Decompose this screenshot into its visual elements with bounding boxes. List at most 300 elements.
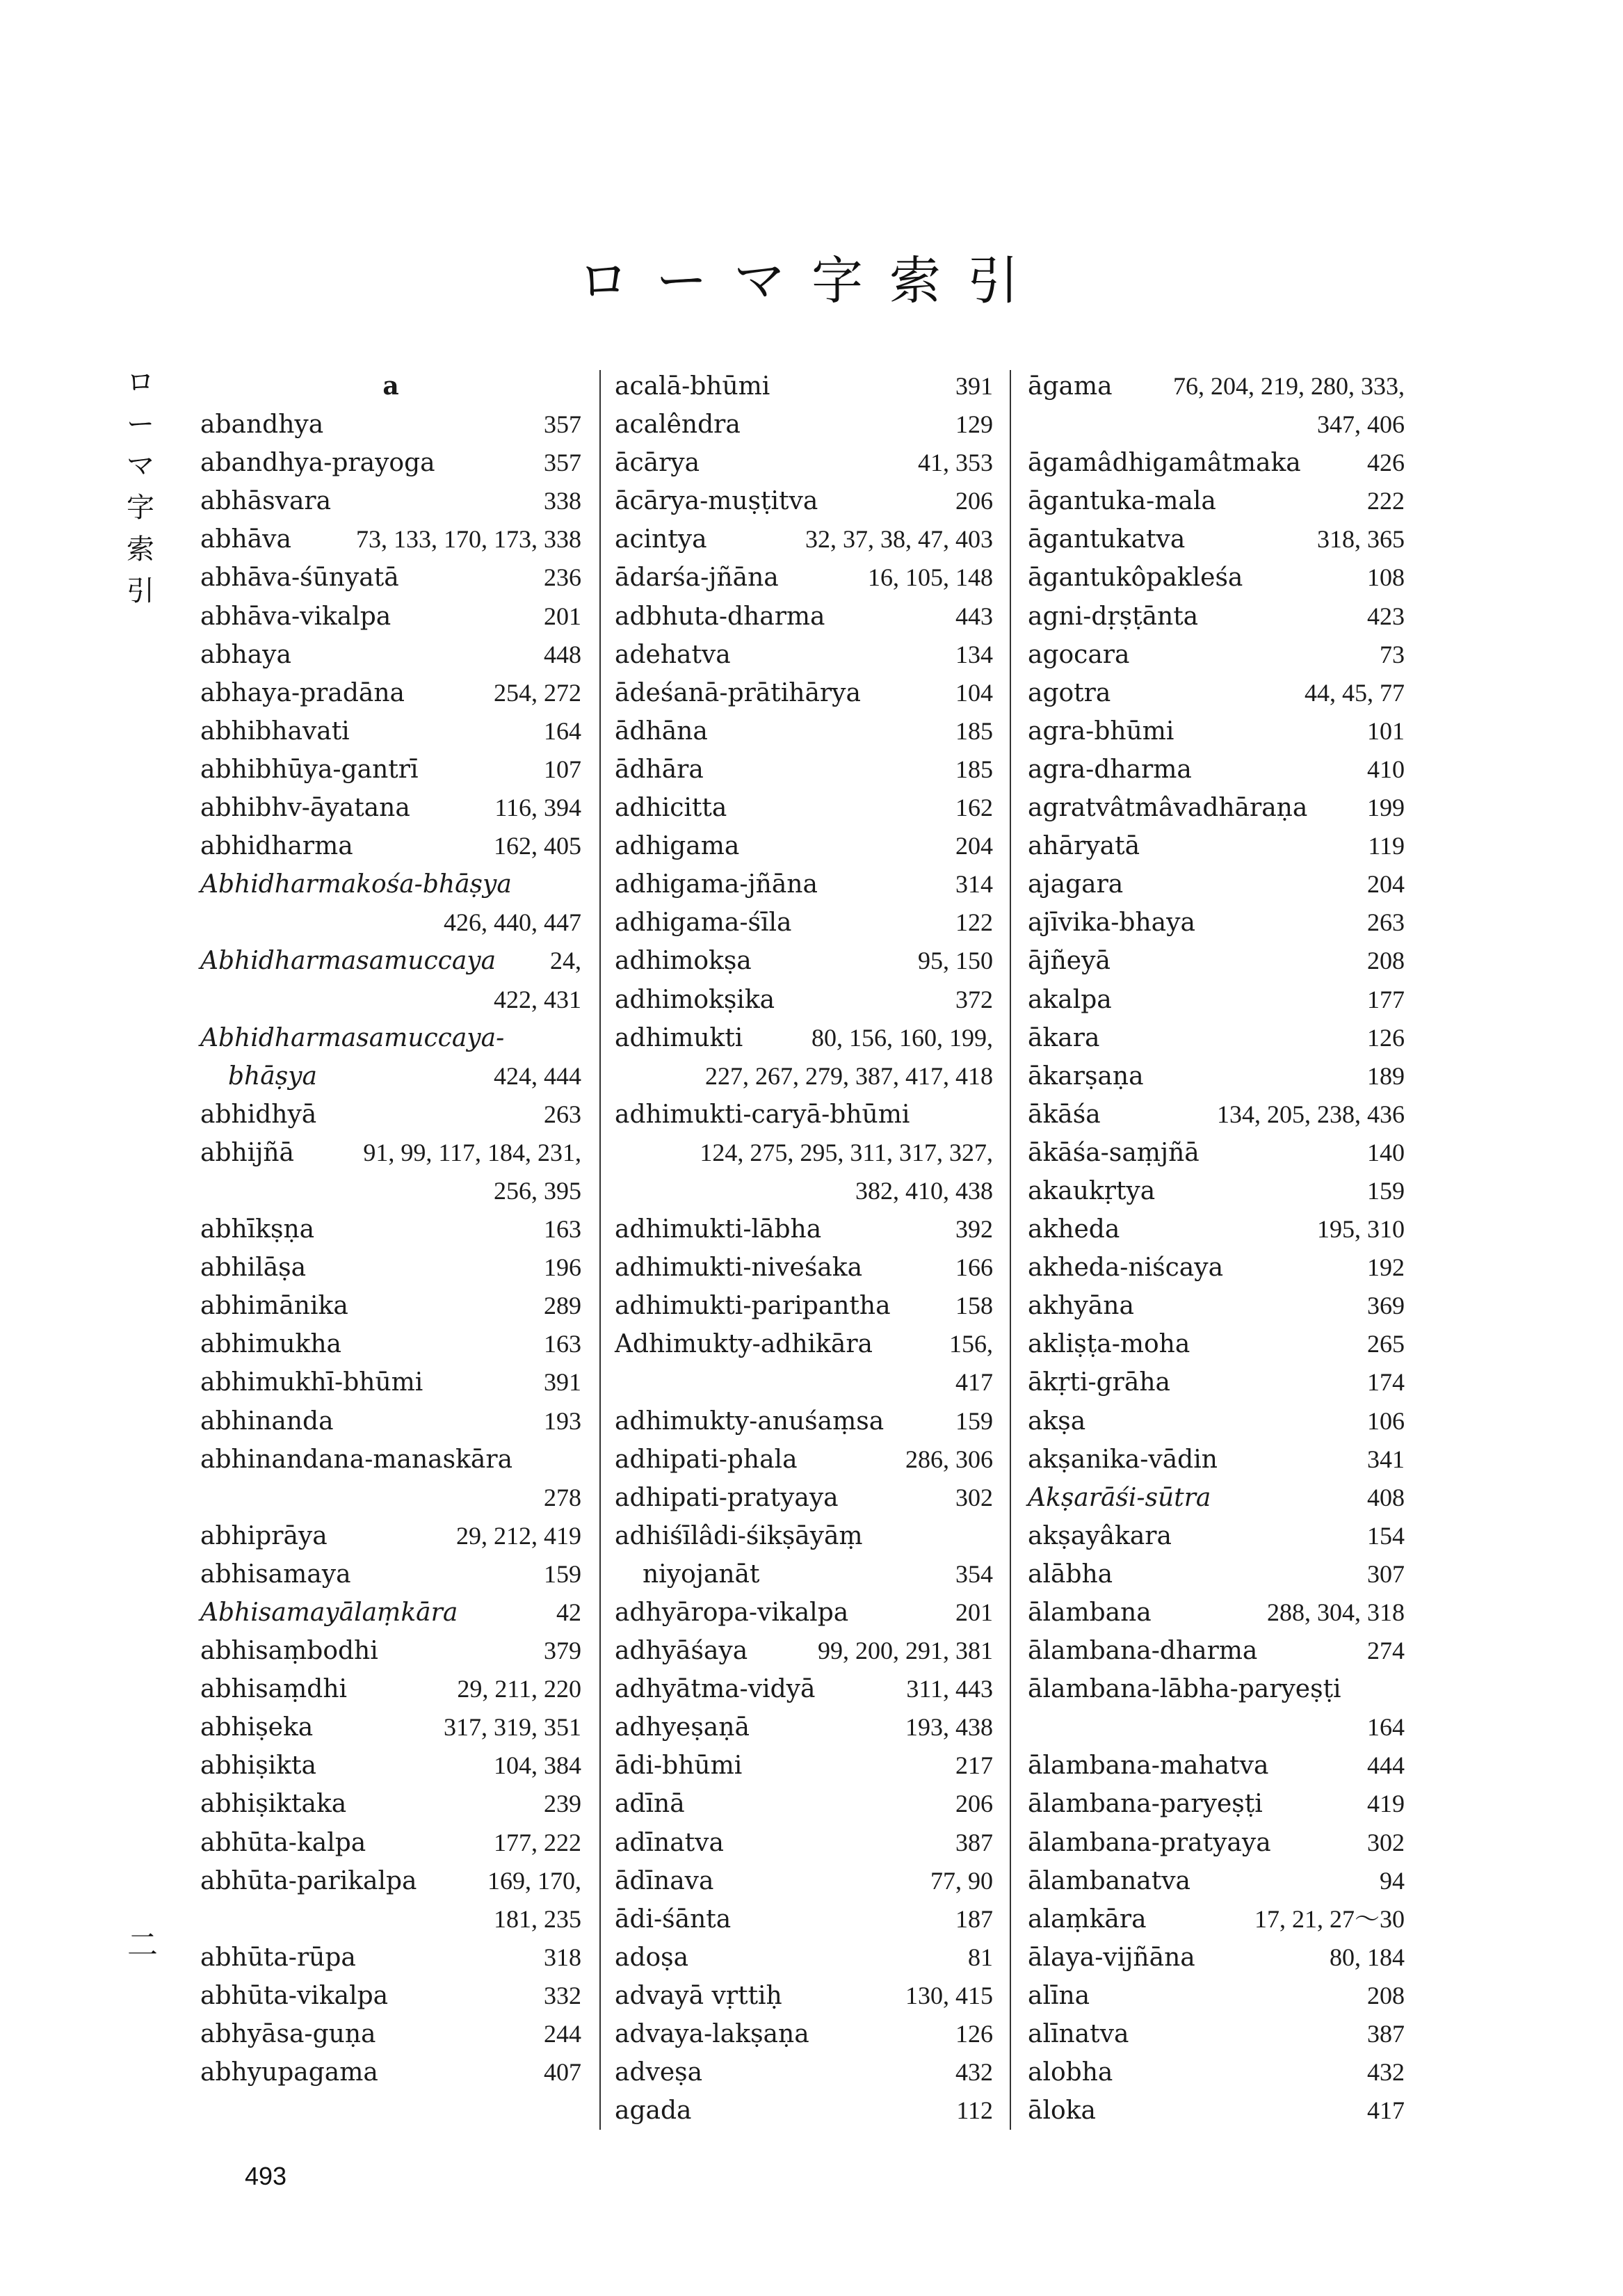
index-pages: 338 — [544, 487, 581, 515]
index-pages: 94 — [1380, 1866, 1405, 1895]
index-term: akṣanika-vādin — [1028, 1445, 1218, 1474]
index-pages-continued: 422, 431 — [494, 985, 581, 1013]
index-pages: 119 — [1368, 832, 1405, 860]
index-entry — [200, 1824, 581, 1862]
index-entry-row — [1028, 1670, 1405, 1708]
index-entry-row — [200, 406, 581, 444]
index-entry-row — [1028, 1938, 1405, 1977]
index-entry — [1028, 1977, 1405, 2015]
index-pages: 263 — [1367, 908, 1405, 937]
index-entry — [1028, 559, 1405, 597]
index-pages: 332 — [544, 1981, 581, 2009]
section-heading: a — [382, 371, 399, 401]
index-pages: 379 — [544, 1637, 581, 1665]
index-entry-row — [200, 674, 581, 712]
index-entry — [1028, 444, 1405, 482]
index-term: abhinanda — [200, 1406, 334, 1436]
index-entry — [1028, 520, 1405, 559]
index-entry-row — [200, 1747, 581, 1785]
index-entry — [1028, 1900, 1405, 1938]
index-term: akaukṛtya — [1028, 1176, 1156, 1205]
index-entry — [1028, 1057, 1405, 1095]
index-pages: 417 — [1367, 2096, 1405, 2125]
index-term: abhidharma — [200, 832, 353, 861]
index-entry-row — [1028, 1287, 1405, 1325]
index-entry — [1028, 1287, 1405, 1325]
index-pages: 73, 133, 170, 173, 338 — [356, 525, 581, 554]
index-entry — [200, 1938, 581, 1977]
index-column-2 — [615, 367, 993, 2130]
index-entry-row — [200, 1363, 581, 1402]
index-term: abhāva-śūnyatā — [200, 563, 399, 593]
index-term: abhimukhī-bhūmi — [200, 1368, 423, 1397]
index-pages: 177 — [1367, 985, 1405, 1013]
index-pages: 80, 156, 160, 199, — [812, 1023, 993, 1052]
index-entry-row — [200, 597, 581, 636]
index-pages: 130, 415 — [905, 1981, 993, 2009]
index-entry-row — [615, 1747, 993, 1785]
index-entry — [200, 865, 581, 942]
index-term: abhibhavati — [200, 716, 350, 746]
index-entry — [1028, 482, 1405, 520]
index-entry — [615, 865, 993, 904]
index-term: akhyāna — [1028, 1292, 1134, 1321]
index-entry-row — [1028, 1402, 1405, 1440]
index-entry-row — [200, 1287, 581, 1325]
index-pages: 164 — [544, 716, 581, 745]
index-pages: 163 — [544, 1215, 581, 1244]
index-entry — [615, 636, 993, 674]
index-term: abhiṣiktaka — [200, 1790, 347, 1819]
index-entry-row — [615, 1555, 993, 1593]
index-entry-row — [615, 904, 993, 942]
index-entry-row — [200, 482, 581, 520]
index-term: āgantukatva — [1028, 525, 1186, 554]
index-entry — [615, 1670, 993, 1708]
index-entry-row — [1028, 367, 1405, 406]
index-entry — [1028, 1402, 1405, 1440]
index-term: ākara — [1028, 1023, 1100, 1052]
index-entry — [1028, 1632, 1405, 1670]
index-term: adveṣa — [615, 2058, 703, 2087]
index-entry-row — [1028, 750, 1405, 789]
index-entry — [615, 559, 993, 597]
index-entry-row — [1028, 444, 1405, 482]
index-entry-row — [615, 1479, 993, 1517]
index-entry — [615, 1708, 993, 1747]
index-entry — [1028, 1249, 1405, 1287]
index-entry-row — [615, 1824, 993, 1862]
index-pages: 91, 99, 117, 184, 231, — [363, 1138, 581, 1166]
index-entry — [200, 827, 581, 865]
index-pages: 140 — [1367, 1138, 1405, 1166]
index-entry — [1028, 1593, 1405, 1632]
index-entry — [1028, 1555, 1405, 1593]
index-entry-row — [615, 1249, 993, 1287]
index-pages: 154 — [1367, 1521, 1405, 1550]
index-entry-row — [200, 1824, 581, 1862]
index-term: agratvâtmâvadhāraṇa — [1028, 794, 1308, 823]
index-term: adīnatva — [615, 1828, 724, 1857]
index-term: ādarśa-jñāna — [615, 563, 779, 593]
index-entry-row — [1028, 981, 1405, 1019]
index-entry-row — [200, 2053, 581, 2092]
index-entry-row — [615, 750, 993, 789]
index-pages-continued: 227, 267, 279, 387, 417, 418 — [705, 1061, 993, 1090]
index-pages: 107 — [544, 755, 581, 783]
index-pages: 286, 306 — [905, 1445, 993, 1473]
index-entry-row — [1028, 2015, 1405, 2053]
index-entry — [1028, 674, 1405, 712]
index-entry — [615, 981, 993, 1019]
index-term: adehatva — [615, 640, 731, 669]
index-entry-row — [615, 1862, 993, 1900]
index-entry — [1028, 1938, 1405, 1977]
index-entry — [615, 1938, 993, 1977]
index-term: abhilāṣa — [200, 1253, 307, 1283]
index-pages: 354 — [955, 1559, 993, 1588]
index-entry-row — [615, 1517, 993, 1555]
index-entry — [615, 1977, 993, 2015]
side-title-char: ー — [127, 408, 154, 440]
index-entry-row — [200, 1057, 581, 1095]
index-pages: 134 — [955, 640, 993, 668]
index-pages: 357 — [544, 449, 581, 477]
index-term: adhicitta — [615, 794, 727, 823]
index-entry-row — [1028, 1593, 1405, 1632]
index-entry — [1028, 1440, 1405, 1479]
index-entry — [200, 1747, 581, 1785]
index-entry — [200, 1095, 581, 1134]
index-term: adhyāśaya — [615, 1637, 748, 1666]
index-term: akheda — [1028, 1215, 1120, 1244]
index-entry-row — [615, 1440, 993, 1479]
index-term: adhigama — [615, 832, 740, 861]
index-entry — [200, 2015, 581, 2053]
index-pages: 314 — [955, 870, 993, 899]
index-pages: 201 — [544, 602, 581, 630]
index-pages-continued: 124, 275, 295, 311, 317, 327, — [700, 1138, 993, 1166]
index-term: āgama — [1028, 372, 1113, 401]
index-pages: 448 — [544, 640, 581, 668]
index-entry-row — [200, 1134, 581, 1172]
index-entry-row — [200, 1670, 581, 1708]
index-term: adhimukty-anuśaṃsa — [615, 1406, 885, 1436]
index-entry — [1028, 1095, 1405, 1134]
index-entry — [200, 1057, 581, 1095]
index-term: alābha — [1028, 1559, 1113, 1589]
index-pages: 311, 443 — [906, 1675, 993, 1703]
index-term: akalpa — [1028, 985, 1112, 1014]
index-entry — [615, 904, 993, 942]
side-title — [120, 362, 161, 612]
index-entry-row — [615, 1325, 993, 1363]
index-entry — [200, 1325, 581, 1363]
index-pages: 424, 444 — [494, 1061, 581, 1090]
index-pages: 101 — [1367, 716, 1405, 745]
index-entry — [615, 1287, 993, 1325]
index-entry — [1028, 981, 1405, 1019]
index-pages: 42 — [556, 1598, 581, 1626]
index-entry — [200, 1977, 581, 2015]
index-entry-row — [615, 2015, 993, 2053]
index-pages: 369 — [1367, 1292, 1405, 1320]
index-term: ādi-śānta — [615, 1904, 732, 1934]
index-term: adhimukti-niveśaka — [615, 1253, 863, 1283]
index-entry — [200, 1402, 581, 1440]
index-entry-row — [200, 636, 581, 674]
index-entry — [200, 712, 581, 750]
index-entry — [1028, 1862, 1405, 1900]
index-term: bhāṣya — [228, 1061, 317, 1091]
index-term: ādīnava — [615, 1866, 714, 1895]
index-entry — [200, 2053, 581, 2092]
index-entry-row — [1028, 1363, 1405, 1402]
index-pages: 426 — [1367, 449, 1405, 477]
index-entry — [1028, 1363, 1405, 1402]
index-entry-row — [615, 597, 993, 636]
index-term: ālambanatva — [1028, 1866, 1190, 1895]
index-entry — [615, 2092, 993, 2130]
index-entry-row — [1028, 827, 1405, 865]
index-entry-row — [1028, 1824, 1405, 1862]
index-entry — [200, 1363, 581, 1402]
index-term: akheda-niścaya — [1028, 1253, 1224, 1283]
index-entry-row — [200, 444, 581, 482]
index-entry-row — [1028, 1785, 1405, 1823]
index-term: adhigama-śīla — [615, 908, 792, 938]
index-term: abhisaṃdhi — [200, 1675, 348, 1704]
index-term: āgamâdhigamâtmaka — [1028, 449, 1301, 478]
index-entry-row — [615, 444, 993, 482]
index-entry-row — [615, 1977, 993, 2015]
index-pages: 199 — [1367, 794, 1405, 822]
index-pages: 392 — [955, 1215, 993, 1244]
index-entry — [615, 1019, 993, 1095]
index-pages: 185 — [955, 716, 993, 745]
index-entry — [1028, 712, 1405, 750]
index-pages: 408 — [1367, 1483, 1405, 1511]
index-term: abandhya — [200, 410, 324, 440]
index-term: abhiprāya — [200, 1521, 328, 1550]
index-term: abhaya — [200, 640, 291, 669]
index-entry — [1028, 636, 1405, 674]
index-entry — [1028, 1785, 1405, 1823]
index-entry — [615, 1402, 993, 1440]
index-pages: 44, 45, 77 — [1305, 678, 1405, 707]
index-pages: 189 — [1367, 1061, 1405, 1090]
index-entry-row — [200, 2015, 581, 2053]
index-entry — [200, 1632, 581, 1670]
index-entry — [200, 942, 581, 1018]
index-pages: 443 — [955, 602, 993, 630]
index-entry — [1028, 2053, 1405, 2092]
index-term: ādi-bhūmi — [615, 1751, 743, 1781]
index-pages: 410 — [1367, 755, 1405, 783]
index-entry-row — [615, 520, 993, 559]
index-pages: 162 — [955, 794, 993, 822]
index-term: ajagara — [1028, 870, 1124, 899]
index-entry-row — [615, 1900, 993, 1938]
index-pages: 166 — [955, 1253, 993, 1282]
side-title-char: マ — [127, 450, 154, 482]
index-entry — [200, 520, 581, 559]
index-entry-row — [1028, 2092, 1405, 2130]
index-pages: 387 — [1367, 2020, 1405, 2048]
index-term: alobha — [1028, 2058, 1113, 2087]
index-entry — [200, 482, 581, 520]
index-term: agra-bhūmi — [1028, 716, 1174, 746]
index-term: akṣayâkara — [1028, 1521, 1172, 1550]
index-term: adhimukti-lābha — [615, 1215, 822, 1244]
index-term: abhāsvara — [200, 487, 332, 516]
page-number: 493 — [245, 2162, 287, 2190]
index-entry — [200, 636, 581, 674]
index-entry — [1028, 1517, 1405, 1555]
index-entry — [200, 406, 581, 444]
index-entry-row — [615, 1287, 993, 1325]
index-entry — [200, 1555, 581, 1593]
index-pages: 108 — [1367, 563, 1405, 592]
index-pages: 104 — [955, 678, 993, 707]
index-entry — [615, 406, 993, 444]
index-entry — [200, 597, 581, 636]
index-entry — [1028, 865, 1405, 904]
index-term: agotra — [1028, 678, 1111, 707]
index-entry — [200, 1517, 581, 1555]
index-pages: 73 — [1380, 640, 1405, 668]
index-entry — [200, 789, 581, 827]
index-entry — [615, 2015, 993, 2053]
index-pages: 169, 170, — [487, 1866, 581, 1895]
index-pages: 317, 319, 351 — [444, 1713, 581, 1742]
index-entry — [200, 674, 581, 712]
index-entry-row — [1028, 865, 1405, 904]
index-pages: 195, 310 — [1317, 1215, 1405, 1244]
index-pages: 206 — [955, 1790, 993, 1818]
index-term: abhisamaya — [200, 1559, 351, 1589]
index-column-3 — [1028, 367, 1405, 2130]
index-entry — [1028, 1670, 1405, 1747]
side-title-char: 字 — [127, 492, 154, 524]
index-entry-row — [1028, 1249, 1405, 1287]
index-entry — [200, 1287, 581, 1325]
index-term: abhiṣikta — [200, 1751, 316, 1781]
index-term: adhipati-phala — [615, 1445, 798, 1474]
index-term: acalā-bhūmi — [615, 372, 770, 401]
index-pages: 16, 105, 148 — [868, 563, 993, 592]
index-term: abhūta-parikalpa — [200, 1866, 417, 1895]
index-term: ākāśa — [1028, 1100, 1101, 1129]
index-entry — [1028, 367, 1405, 444]
index-entry-row — [200, 1517, 581, 1555]
index-term: adhimokṣika — [615, 985, 775, 1014]
index-entry-row — [615, 1632, 993, 1670]
index-term: advayā vṛttiḥ — [615, 1981, 782, 2010]
index-entry — [615, 789, 993, 827]
column-divider — [599, 370, 601, 2130]
index-entry — [615, 1862, 993, 1900]
index-term: Abhidharmasamuccaya — [200, 947, 496, 976]
index-entry — [1028, 2015, 1405, 2053]
index-term: agni-dṛṣṭānta — [1028, 602, 1199, 631]
index-term: adoṣa — [615, 1943, 689, 1972]
index-entry-row — [615, 712, 993, 750]
index-entry-row — [615, 1670, 993, 1708]
index-entry — [615, 1440, 993, 1479]
index-entry-row — [615, 636, 993, 674]
index-entry-row — [615, 1210, 993, 1249]
index-pages: 24, — [550, 947, 581, 975]
index-pages: 99, 200, 291, 381 — [818, 1637, 993, 1665]
index-entry — [200, 444, 581, 482]
index-entry-row — [1028, 1057, 1405, 1095]
index-term: acalêndra — [615, 410, 741, 440]
index-entry — [1028, 1325, 1405, 1363]
index-term: Akṣarāśi-sūtra — [1028, 1483, 1211, 1512]
index-term: adhiśīlâdi-śikṣāyāṃ — [615, 1521, 863, 1550]
index-entry — [615, 712, 993, 750]
index-entry-row — [615, 827, 993, 865]
index-entry-row — [200, 1632, 581, 1670]
index-term: acintya — [615, 525, 707, 554]
index-term: ādhāra — [615, 755, 704, 784]
index-entry-row — [1028, 1134, 1405, 1172]
index-pages-continued: 382, 410, 438 — [855, 1176, 993, 1205]
index-term: abhibhv-āyatana — [200, 794, 410, 823]
index-entry — [615, 1249, 993, 1287]
index-pages: 126 — [955, 2020, 993, 2048]
index-entry — [1028, 1134, 1405, 1172]
index-entry-row — [1028, 674, 1405, 712]
index-term: abhūta-kalpa — [200, 1828, 366, 1857]
index-entry — [1028, 750, 1405, 789]
side-title-char: ロ — [127, 367, 154, 399]
index-pages: 163 — [544, 1330, 581, 1358]
index-term: advaya-lakṣaṇa — [615, 2020, 809, 2049]
index-term: alīna — [1028, 1981, 1090, 2010]
index-term: Abhisamayālaṃkāra — [200, 1598, 458, 1627]
side-title-char: 引 — [127, 575, 154, 607]
index-entry-row — [200, 1862, 581, 1900]
index-pages: 158 — [955, 1292, 993, 1320]
index-pages: 263 — [544, 1100, 581, 1128]
index-entry-row — [1028, 1977, 1405, 2015]
index-term: abhidhyā — [200, 1100, 317, 1129]
side-title-char: 索 — [127, 533, 154, 565]
index-pages-continued: 256, 395 — [494, 1176, 581, 1205]
index-entry-row — [200, 1938, 581, 1977]
index-entry — [200, 1019, 581, 1057]
index-pages: 76, 204, 219, 280, 333, — [1173, 372, 1405, 400]
index-entry-row — [1028, 482, 1405, 520]
index-term: ādeśanā-prātihārya — [615, 678, 861, 707]
index-term: ājñeyā — [1028, 947, 1111, 976]
index-entry-row — [200, 520, 581, 559]
index-pages: 129 — [955, 410, 993, 439]
index-term: ācārya-muṣṭitva — [615, 487, 818, 516]
index-entry — [200, 1134, 581, 1210]
index-term: adhimukti-paripantha — [615, 1292, 891, 1321]
index-term: ādhāna — [615, 716, 708, 746]
index-term: niyojanāt — [643, 1559, 760, 1589]
index-entry-row — [615, 2092, 993, 2130]
index-entry-row — [200, 1402, 581, 1440]
index-entry — [1028, 1172, 1405, 1210]
index-entry — [615, 1517, 993, 1555]
index-pages: 196 — [544, 1253, 581, 1282]
index-entry — [615, 1785, 993, 1823]
